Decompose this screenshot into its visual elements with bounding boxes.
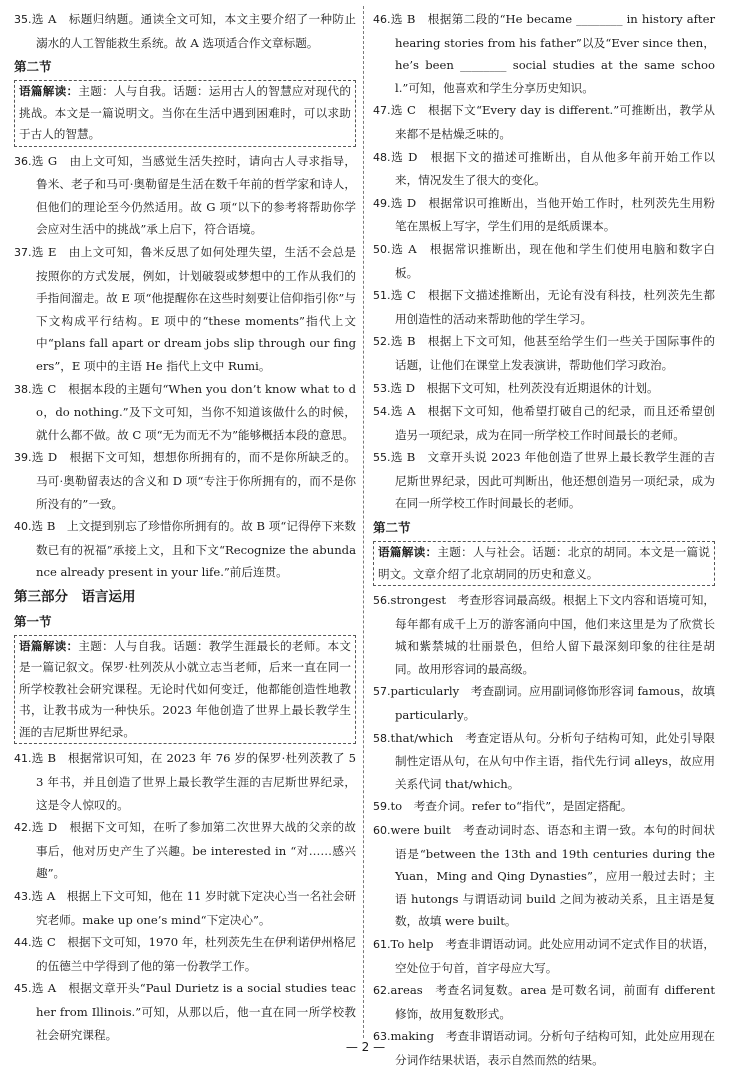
- answer-item: [14, 747, 356, 816]
- answer-item: [373, 680, 715, 726]
- item-text: 选 A 根据上下文可知，他在 11 岁时就下定决心当一名社会研究老师。make up one’s mind“下定决心”。: [31, 889, 356, 927]
- item-text: areas 考查名词复数。area 是可数名词，前面有 different 修饰，故用复数形式。: [390, 983, 715, 1021]
- answer-item: [373, 330, 715, 376]
- answer-item: [14, 150, 356, 241]
- answer-item: [14, 816, 356, 885]
- answer-item: [14, 885, 356, 931]
- item-number: 40.: [14, 520, 32, 534]
- item-text: 选 A 标题归纳题。通读全文可知，本文主要介绍了一种防止溺水的人工智能救生系统。故 A 选项适合作文章标题。: [31, 12, 356, 50]
- answer-item: [373, 284, 715, 330]
- answer-item: [373, 795, 715, 819]
- item-number: 49.: [373, 196, 391, 210]
- answer-list: [14, 8, 356, 54]
- reading-analysis-label: 语篇解读：: [19, 84, 79, 99]
- item-number: 50.: [373, 242, 391, 256]
- item-number: 46.: [373, 13, 391, 26]
- answer-item: [14, 931, 356, 977]
- item-number: 51.: [373, 289, 391, 303]
- answer-item: [373, 192, 715, 238]
- item-text: that/which 考查定语从句。分析句子结构可知，此处引导限制性定语从句，在从句中作主语，指代先行词 alleys，故应用关系代词 that/which。: [390, 730, 715, 791]
- item-number: 61.: [373, 937, 391, 951]
- item-text: 选 B 文章开头说 2023 年他创造了世界上最长教学生涯的吉尼斯世界纪录，因此可判断出，他还想创造另一项纪录，成为在同一所学校工作时间最长的老师。: [390, 450, 715, 511]
- answer-item: [14, 977, 356, 1046]
- column-divider: [363, 6, 364, 1038]
- item-text: 选 D 根据下文可知，杜列茨没有近期退休的计划。: [390, 380, 659, 395]
- item-text: 选 C 根据本段的主题句“When you don’t know what to do，do nothing.”及下文可知，当你不知道该做什么的时候，就什么都不做。故 C 项“无为而无不为”能够概括本段的意思。: [31, 381, 356, 442]
- item-number: 60.: [373, 824, 391, 837]
- item-text: making 考查非谓语动词。分析句子结构可知，此处应用现在分词作结果状语，表示自然而然的结果。: [390, 1029, 715, 1067]
- reading-analysis-text: 主题：人与自我。话题：运用古人的智慧应对现代的挑战。本文是一篇说明文。当你在生活中遇到困难时，可以求助于古人的智慧。: [19, 84, 351, 142]
- item-number: 36.: [14, 154, 32, 168]
- item-text: 选 D 根据常识可推断出，当他开始工作时，杜列茨先生用粉笔在黑板上写字，学生们用的是纸质课本。: [390, 195, 715, 234]
- item-number: 45.: [14, 982, 32, 996]
- item-text: To help 考查非谓语动词。此处应用动词不定式作目的状语，空处位于句首，首字母应大写。: [390, 936, 715, 975]
- answer-item: [373, 99, 715, 145]
- answer-list: [373, 589, 715, 1071]
- reading-analysis-box: [14, 80, 356, 147]
- section-heading: 第二节: [373, 520, 411, 536]
- answer-item: [14, 8, 356, 54]
- answer-list: [14, 747, 356, 1046]
- answer-item: [14, 241, 356, 378]
- right-column: [373, 8, 715, 1072]
- section-heading: 第一节: [14, 613, 52, 629]
- item-number: 58.: [373, 731, 391, 745]
- page-number: — 2 —: [345, 1040, 386, 1054]
- reading-analysis-label: 语篇解读：: [378, 545, 438, 560]
- item-number: 62.: [373, 984, 391, 998]
- left-column: [14, 8, 356, 1046]
- item-text: 选 C 根据下文“Every day is different.”可推断出，教学从来都不是枯燥乏味的。: [390, 103, 715, 141]
- answer-item: [373, 819, 715, 933]
- answer-item: [14, 515, 356, 584]
- item-text: particularly 考查副词。应用副词修饰形容词 famous，故填 particularly。: [390, 684, 715, 723]
- item-number: 37.: [14, 246, 32, 260]
- item-text: 选 C 根据下文描述推断出，无论有没有科技，杜列茨先生都用创造性的活动来帮助他的学生学习。: [390, 288, 715, 326]
- item-number: 57.: [373, 685, 391, 699]
- answer-item: [373, 589, 715, 680]
- item-text: 选 D 根据下文的描述可推断出，自从他多年前开始工作以来，情况发生了很大的变化。: [390, 149, 715, 188]
- item-text: 选 G 由上文可知，当感觉生活失控时，请向古人寻求指导，鲁米、老子和马可·奥勒留是生活在数千年前的哲学家和诗人，但他们的理论至今仍然适用。故 G 项“以下的参考将帮助你学会应对生活中的挑战”承上启下，符合语境。: [31, 153, 356, 237]
- answer-list: [14, 150, 356, 584]
- item-text: 选 B 根据第二段的“He became ________ in history after hearing stories from his father”以及“Ever since then，he’s been ________ social studies at the same school.”可知，他喜欢和学生分享历史知识。: [390, 12, 715, 95]
- reading-analysis-label: 语篇解读：: [19, 638, 79, 653]
- item-text: 选 D 根据下文可知，在听了参加第二次世界大战的父亲的故事后，他对历史产生了兴趣。be interested in “对……感兴趣”。: [31, 820, 356, 881]
- answer-list: [373, 8, 715, 515]
- item-text: strongest 考查形容词最高级。根据上下文内容和语境可知，每年都有成千上万的游客涌向中国，他们来这里是为了欣赏长城和紫禁城的壮丽景色，但给人留下最深刻印象的往往是胡同。故用形容词的最高级。: [390, 593, 715, 676]
- item-text: 选 E 由上文可知，鲁米反思了如何处理失望，生活不会总是按照你的方式发展，例如，计划破裂或梦想中的工作从我们的手指间溜走。故 E 项“他提醒你在这些时刻要让信仰指引你”与下文构成平行结构。E 项中的“these moments”指代上文中“plans fall apart or dream jobs slip through our fingers”，E 项中的主语 He 指代上文中 Rumi。: [31, 245, 356, 374]
- item-number: 48.: [373, 150, 391, 164]
- reading-analysis-box: [373, 541, 715, 586]
- item-number: 43.: [14, 890, 32, 904]
- item-text: 选 D 根据下文可知，想想你所拥有的，而不是你所缺乏的。马可·奥勒留表达的含义和 D 项“专注于你所拥有的，而不是你所没有的”一致。: [31, 450, 356, 511]
- answer-item: [373, 238, 715, 284]
- item-text: 选 C 根据下文可知，1970 年，杜列茨先生在伊利诺伊州格尼的伍德兰中学得到了他的第一份教学工作。: [31, 935, 356, 973]
- reading-analysis-box: [14, 635, 356, 745]
- item-number: 47.: [373, 104, 391, 118]
- item-number: 41.: [14, 752, 32, 766]
- item-text: 选 A 根据常识推断出，现在他和学生们使用电脑和数字白板。: [390, 241, 715, 280]
- section-heading: 第二节: [14, 59, 52, 75]
- item-number: 42.: [14, 821, 32, 835]
- item-number: 55.: [373, 451, 391, 465]
- answer-item: [373, 146, 715, 192]
- item-text: 选 A 根据文章开头“Paul Durietz is a social studies teacher from Illinois.”可知，从那以后，他一直在同一所学校教社会研究课程。: [31, 981, 356, 1042]
- answer-item: [373, 8, 715, 99]
- item-text: to 考查介词。refer to“指代”，是固定搭配。: [390, 799, 633, 814]
- item-number: 39.: [14, 451, 32, 465]
- answer-item: [14, 446, 356, 515]
- item-text: 选 A 根据下文可知，他希望打破自己的纪录，而且还希望创造另一项纪录，成为在同一所学校工作时间最长的老师。: [390, 404, 715, 442]
- item-number: 53.: [373, 381, 391, 395]
- item-number: 44.: [14, 936, 32, 950]
- item-text: 选 B 上文提到别忘了珍惜你所拥有的。故 B 项“记得停下来数数已有的祝福”承接上文，且和下文“Recognize the abundance already present in your life.”前后连贯。: [31, 519, 356, 580]
- answer-item: [373, 400, 715, 446]
- item-number: 35.: [14, 13, 32, 26]
- item-text: 选 B 根据常识可知，在 2023 年 76 岁的保罗·杜列茨教了 53 年书，并且创造了世界上最长教学生涯的吉尼斯世界纪录，这是令人惊叹的。: [31, 751, 356, 812]
- answer-item: [14, 378, 356, 447]
- reading-analysis-text: 主题：人与社会。话题：北京的胡同。本文是一篇说明文。文章介绍了北京胡同的历史和意义。: [378, 545, 710, 581]
- item-number: 56.: [373, 594, 391, 608]
- reading-analysis-text: 主题：人与自我。话题：教学生涯最长的老师。本文是一篇记叙文。保罗·杜列茨从小就立志当老师，后来一直在同一所学校教社会研究课程。无论时代如何变迁，他都能创造性地教书，让教书成为一种快乐。2023 年他创造了世界上最长教学生涯的吉尼斯世界纪录。: [19, 638, 351, 739]
- answer-item: [373, 377, 715, 401]
- part-heading: 第三部分 语言运用: [14, 588, 136, 605]
- item-number: 38.: [14, 382, 32, 396]
- item-text: were built 考查动词时态、语态和主谓一致。本句的时间状语是“between the 13th and 19th centuries during the Yuan，Ming and Qing Dynasties”，应用一般过去时；主语 hutongs 与谓语动词 build 之间为被动关系，且主语是复数，故填 were built。: [390, 823, 715, 929]
- item-number: 52.: [373, 335, 391, 349]
- answer-item: [373, 979, 715, 1025]
- answer-item: [373, 727, 715, 796]
- item-text: 选 B 根据上下文可知，他甚至给学生们一些关于国际事件的话题，让他们在课堂上发表演讲，帮助他们学习政治。: [390, 334, 715, 372]
- item-number: 63.: [373, 1030, 391, 1044]
- answer-item: [373, 933, 715, 979]
- answer-item: [373, 446, 715, 515]
- item-number: 54.: [373, 405, 391, 419]
- item-number: 59.: [373, 800, 391, 814]
